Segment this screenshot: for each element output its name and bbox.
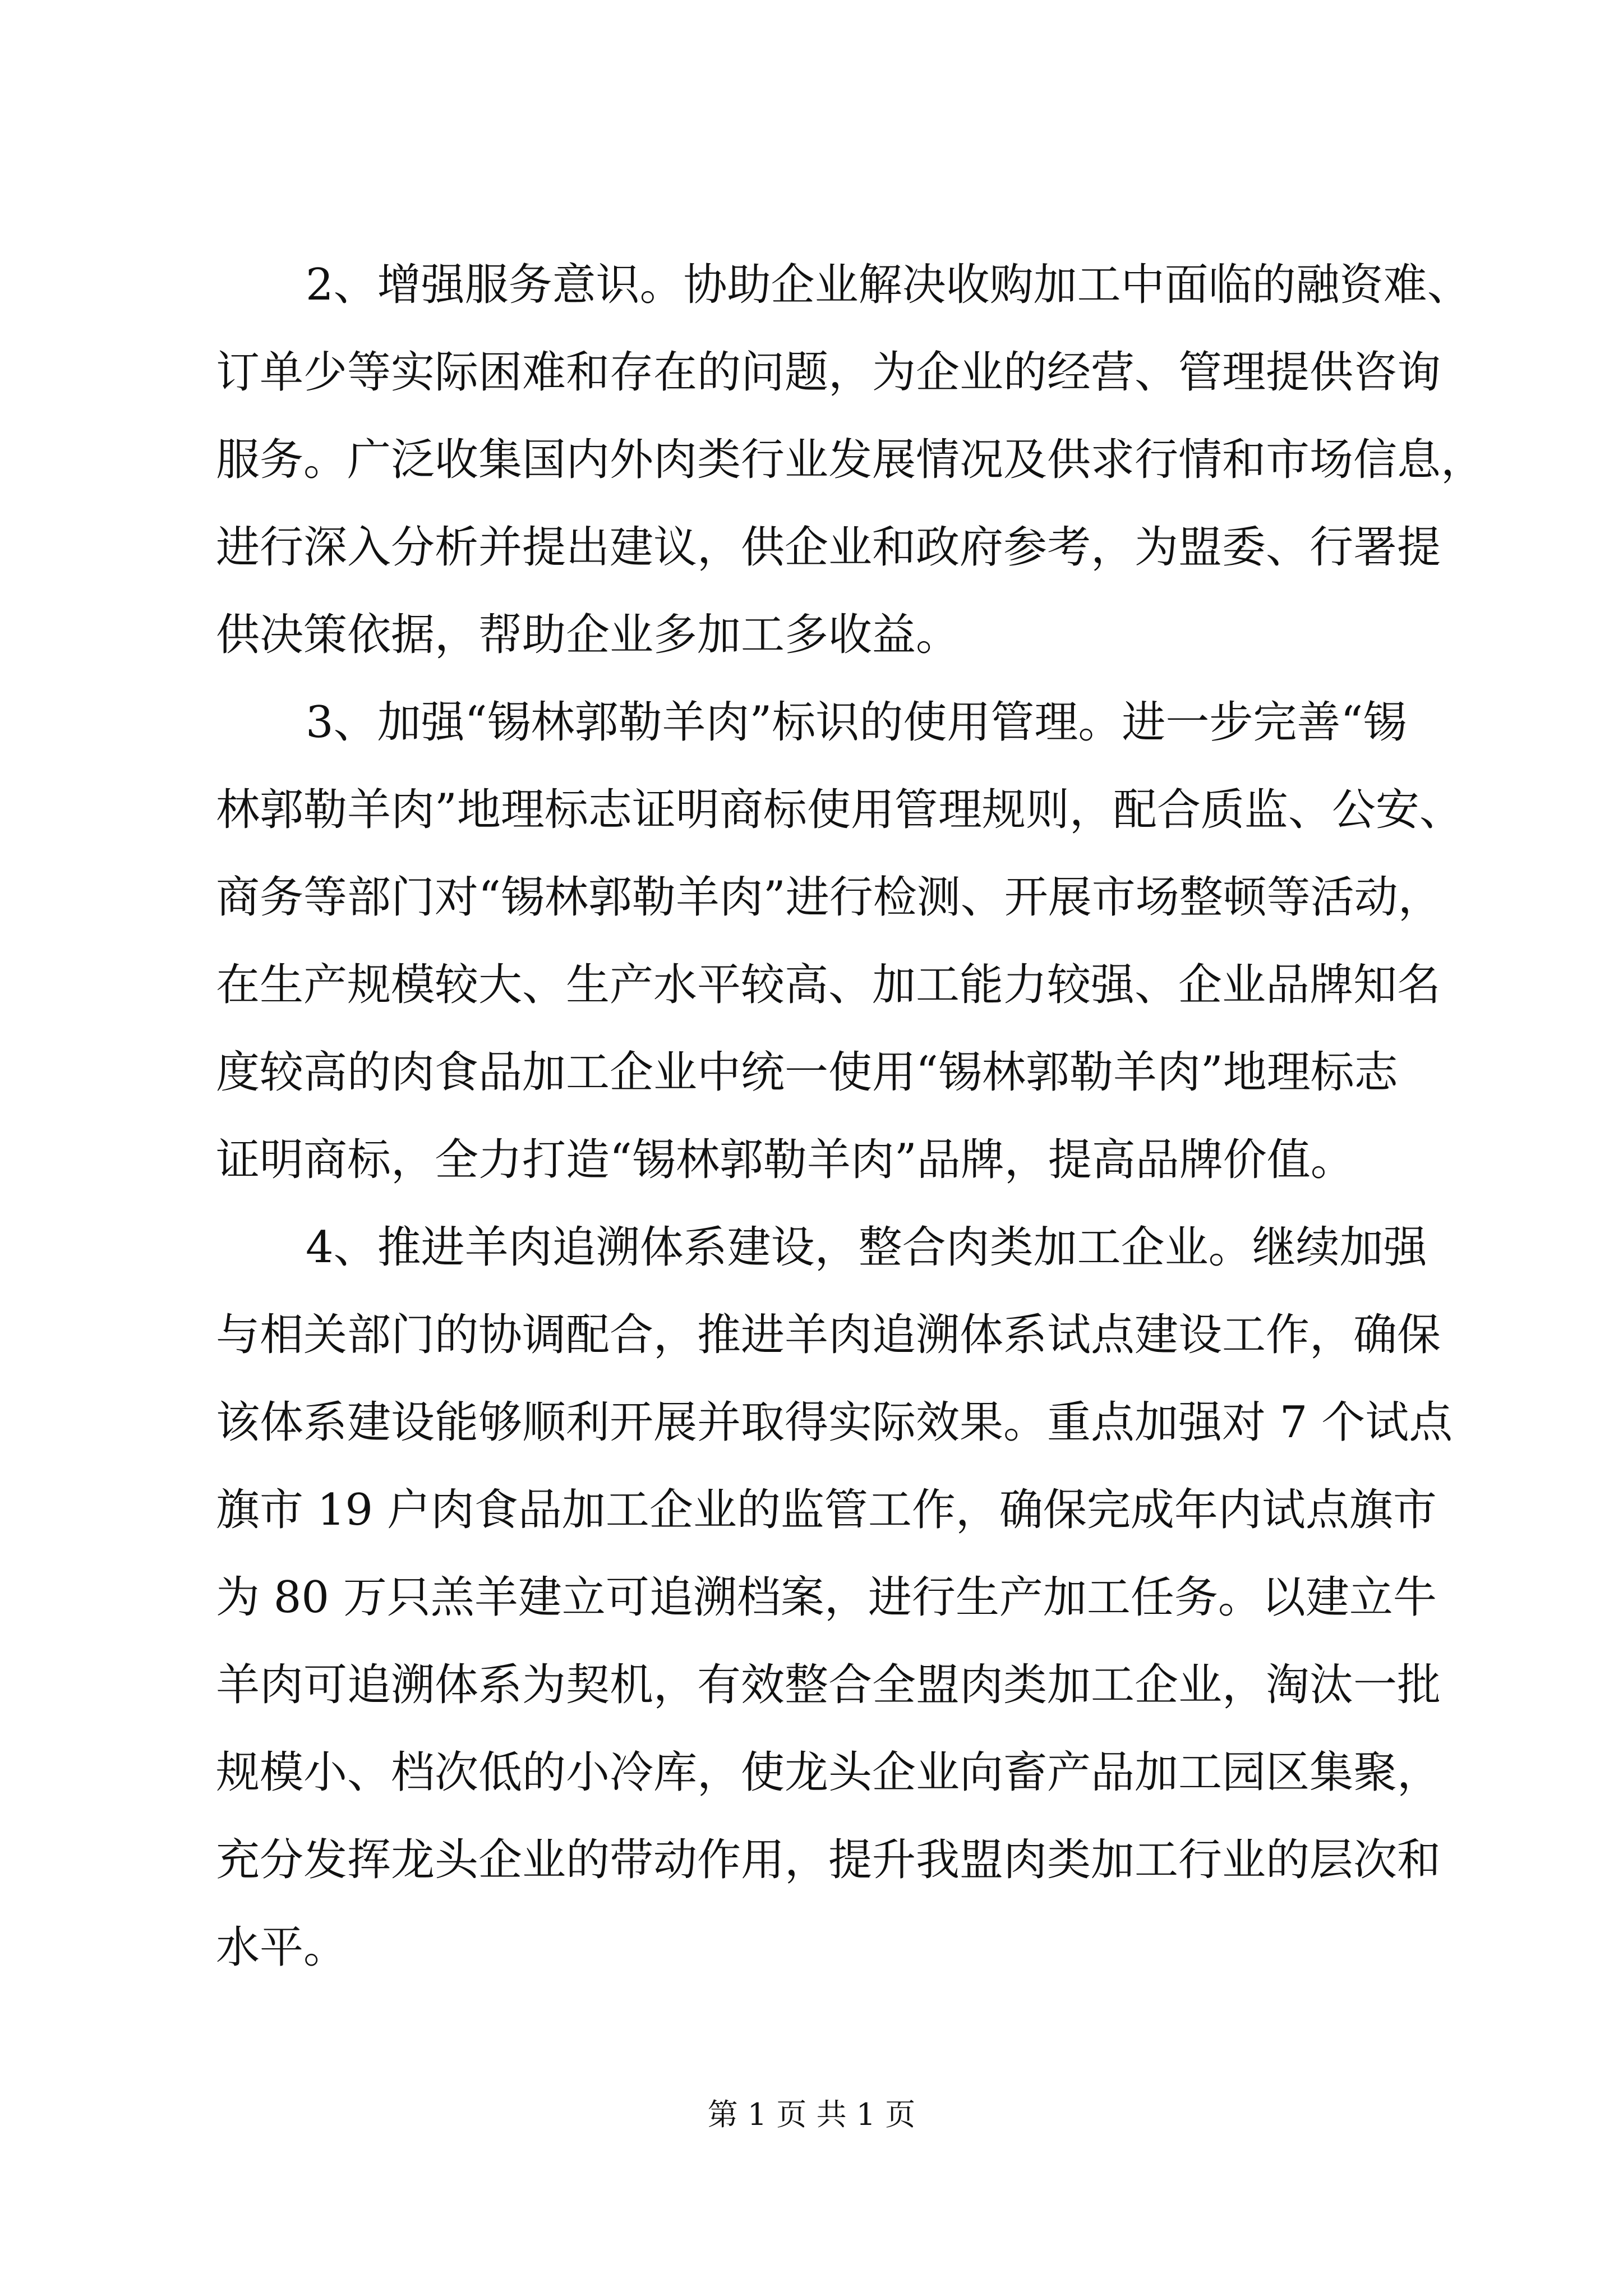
paragraph-3-line-4: 在生产规模较大、生产水平较高、加工能力较强、企业品牌知名 [216, 960, 1441, 1010]
paragraph-4-line-2: 与相关部门的协调配合，推进羊肉追溯体系试点建设工作，确保 [216, 1310, 1441, 1360]
page-footer [0, 2092, 1623, 2137]
paragraph-2-line-1: 2、增强服务意识。协助企业解决收购加工中面临的融资难、 [306, 260, 1471, 310]
paragraph-2-line-3: 服务。广泛收集国内外肉类行业发展情况及供求行情和市场信息， [216, 435, 1485, 485]
paragraph-4-line-1: 4、推进羊肉追溯体系建设，整合肉类加工企业。继续加强 [306, 1222, 1427, 1273]
paragraph-2-line-5: 供决策依据，帮助企业多加工多收益。 [216, 610, 960, 660]
paragraph-3-line-2: 林郭勒羊肉”地理标志证明商标使用管理规则，配合质监、公安、 [216, 785, 1463, 835]
paragraph-3-line-3: 商务等部门对“锡林郭勒羊肉”进行检测、开展市场整顿等活动， [216, 872, 1442, 923]
paragraph-2-line-4: 进行深入分析并提出建议，供企业和政府参考，为盟委、行署提 [216, 522, 1441, 573]
paragraph-3-line-6: 证明商标，全力打造“锡林郭勒羊肉”品牌，提高品牌价值。 [216, 1135, 1354, 1185]
document-body [216, 241, 1485, 1991]
paragraph-2-line-2: 订单少等实际困难和存在的问题，为企业的经营、管理提供咨询 [216, 347, 1441, 398]
paragraph-4-line-6: 羊肉可追溯体系为契机，有效整合全盟肉类加工企业，淘汰一批 [216, 1660, 1441, 1710]
paragraph-4-line-8: 充分发挥龙头企业的带动作用，提升我盟肉类加工行业的层次和 [216, 1835, 1441, 1885]
paragraph-4-line-9: 水平。 [216, 1922, 348, 1973]
paragraph-4-line-5: 为 80 万只羔羊建立可追溯档案，进行生产加工任务。以建立牛 [216, 1572, 1437, 1623]
page-number-label: 第 1 页 共 1 页 [707, 2097, 916, 2132]
paragraph-4-line-7: 规模小、档次低的小冷库，使龙头企业向畜产品加工园区集聚， [216, 1747, 1441, 1798]
paragraph-3-line-1: 3、加强“锡林郭勒羊肉”标识的使用管理。进一步完善“锡 [306, 697, 1407, 748]
paragraph-3-line-5: 度较高的肉食品加工企业中统一使用“锡林郭勒羊肉”地理标志 [216, 1047, 1398, 1098]
paragraph-4-line-4: 旗市 19 户肉食品加工企业的监管工作，确保完成年内试点旗市 [216, 1485, 1437, 1535]
paragraph-4-line-3: 该体系建设能够顺利开展并取得实际效果。重点加强对 7 个试点 [216, 1397, 1453, 1448]
